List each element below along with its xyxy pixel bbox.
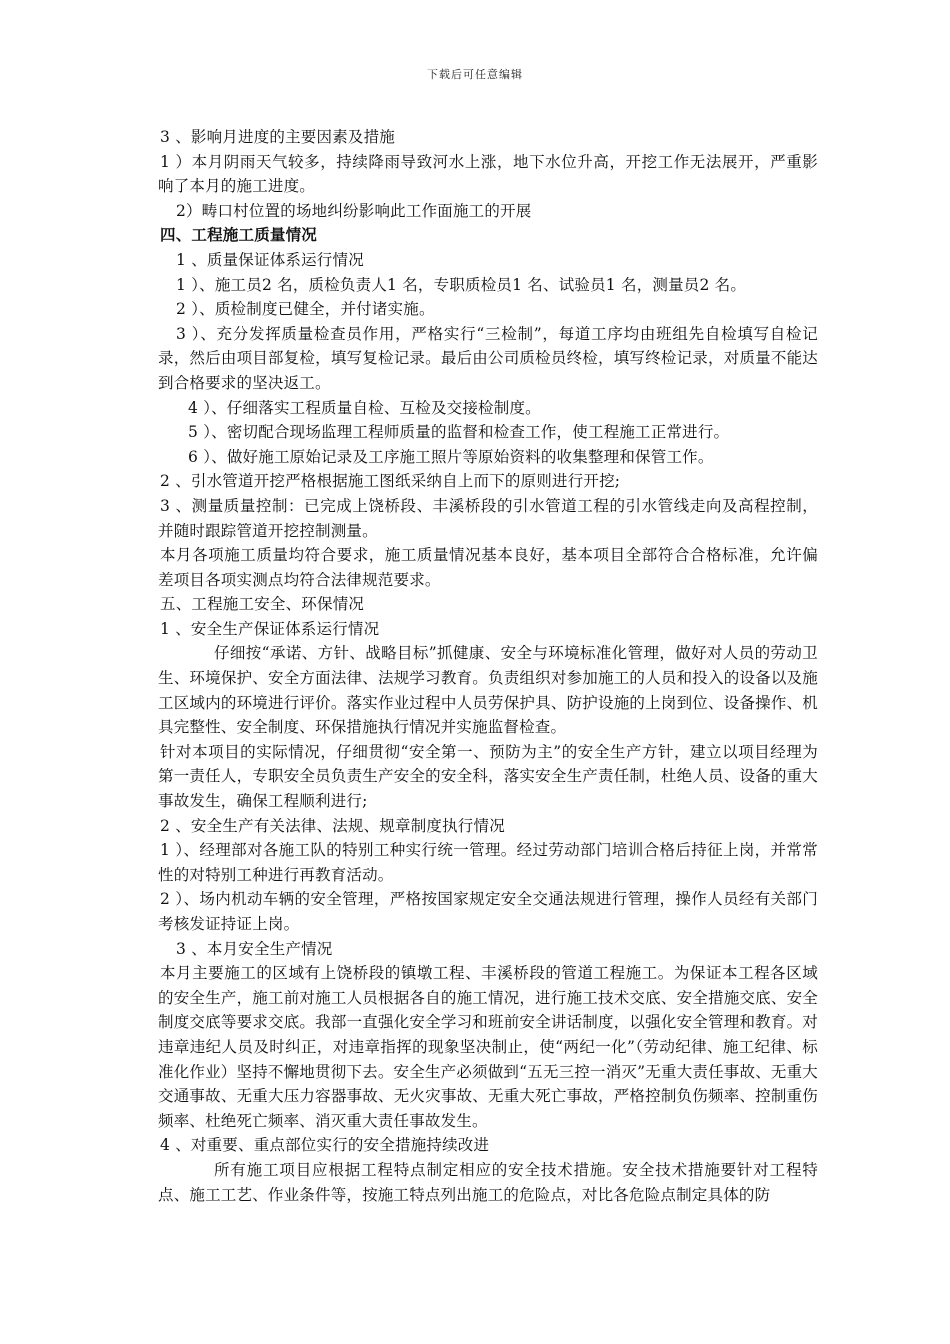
paragraph: 3 、测量质量控制：已完成上饶桥段、丰溪桥段的引水管道工程的引水管线走向及高程控制，并随时跟踪管道开挖控制测量。 bbox=[158, 496, 818, 540]
paragraph: 本月各项施工质量均符合要求，施工质量情况基本良好，基本项目全部符合合格标准，允许偏差项目各项实测点均符合法律规范要求。 bbox=[158, 546, 818, 589]
paragraph: 1 ）、经理部对各施工队的特别工种实行统一管理。经过劳动部门培训合格后持征上岗，并常常性的对特别工种进行再教育活动。 bbox=[158, 841, 818, 884]
paragraph: 5 ）、密切配合现场监理工程师质量的监督和检查工作，使工程施工正常进行。 bbox=[188, 423, 730, 442]
paragraph: 3 、本月安全生产情况 bbox=[176, 939, 333, 958]
paragraph: 仔细按“承诺、方针、战略目标”抓健康、安全与环境标准化管理，做好对人员的劳动卫生、环境保护、安全方面法律、法规学习教育。负责组织对参加施工的人员和投入的设备以及施工区域内的环境进行评价。落实作业过程中人员劳保护具、防护设施的上岗到位、设备操作、机具完整性、安全制度、环保措施执行情况并实施监督检查。 bbox=[158, 644, 818, 737]
paragraph: 3 、影响月进度的主要因素及措施 bbox=[160, 128, 395, 146]
section-heading: 四、工程施工质量情况 bbox=[160, 225, 318, 245]
paragraph: 2 、安全生产有关法律、法规、规章制度执行情况 bbox=[160, 816, 505, 835]
paragraph: 本月主要施工的区域有上饶桥段的镇墩工程、丰溪桥段的管道工程施工。为保证本工程各区域的安全生产，施工前对施工人员根据各自的施工情况，进行施工技术交底、安全措施交底、安全制度交底等要求交底。我部一直强化安全学习和班前安全讲话制度，以强化安全管理和教育。对违章违纪人员及时纠正，对违章指挥的现象坚决制止，使“两纪一化”（劳动纪律、施工纪律、标准化作业）坚持不懈地贯彻下去。安全生产必须做到“五无三控一消灭”无重大责任事故、无重大交通事故、无重大压力容器事故、无火灾事故、无重大死亡事故，严格控制负伤频率、控制重伤频率、杜绝死亡频率、消灭重大责任事故发生。 bbox=[158, 964, 818, 1130]
paragraph: 2 ）、场内机动车辆的安全管理，严格按国家规定安全交通法规进行管理，操作人员经有关部门考核发证持证上岗。 bbox=[158, 890, 818, 933]
paragraph: 6 ）、做好施工原始记录及工序施工照片等原始资料的收集整理和保管工作。 bbox=[188, 447, 714, 466]
paragraph: 1 、安全生产保证体系运行情况 bbox=[160, 619, 380, 638]
paragraph: 2 、引水管道开挖严格根据施工图纸采纳自上而下的原则进行开挖; bbox=[160, 472, 621, 491]
document-body bbox=[158, 125, 818, 1207]
paragraph: 所有施工项目应根据工程特点制定相应的安全技术措施。安全技术措施要针对工程特点、施工工艺、作业条件等，按施工特点列出施工的危险点，对比各危险点制定具体的防 bbox=[158, 1160, 818, 1204]
paragraph: 2 ）、质检制度已健全，并付诸实施。 bbox=[176, 300, 435, 319]
paragraph: 1 ）本月阴雨天气较多，持续降雨导致河水上涨，地下水位升高，开挖工作无法展开，严重影响了本月的施工进度。 bbox=[158, 152, 818, 196]
paragraph: 2）畴口村位置的场地纠纷影响此工作面施工的开展 bbox=[176, 201, 532, 220]
paragraph: 针对本项目的实际情况，仔细贯彻“安全第一、预防为主”的安全生产方针，建立以项目经理为第一责任人，专职安全员负责生产安全的安全科，落实安全生产责任制，杜绝人员、设备的重大事故发生，确保工程顺利进行; bbox=[158, 742, 818, 811]
paragraph: 1 、质量保证体系运行情况 bbox=[176, 250, 364, 269]
page-header: 下载后可任意编辑 bbox=[427, 68, 523, 81]
section-heading: 五、工程施工安全、环保情况 bbox=[160, 595, 365, 614]
paragraph: 4 、对重要、重点部位实行的安全措施持续改进 bbox=[160, 1136, 490, 1155]
paragraph: 4 ）、仔细落实工程质量自检、互检及交接检制度。 bbox=[188, 398, 541, 417]
paragraph: 1 ）、施工员2 名，质检负责人1 名，专职质检员1 名、试验员1 名，测量员2 名。 bbox=[176, 275, 747, 294]
paragraph: 3 ）、充分发挥质量检查员作用，严格实行“三检制”，每道工序均由班组先自检填写自检记录，然后由项目部复检，填写复检记录。最后由公司质检员终检，填写终检记录，对质量不能达到合格要求的坚决返工。 bbox=[158, 324, 818, 392]
